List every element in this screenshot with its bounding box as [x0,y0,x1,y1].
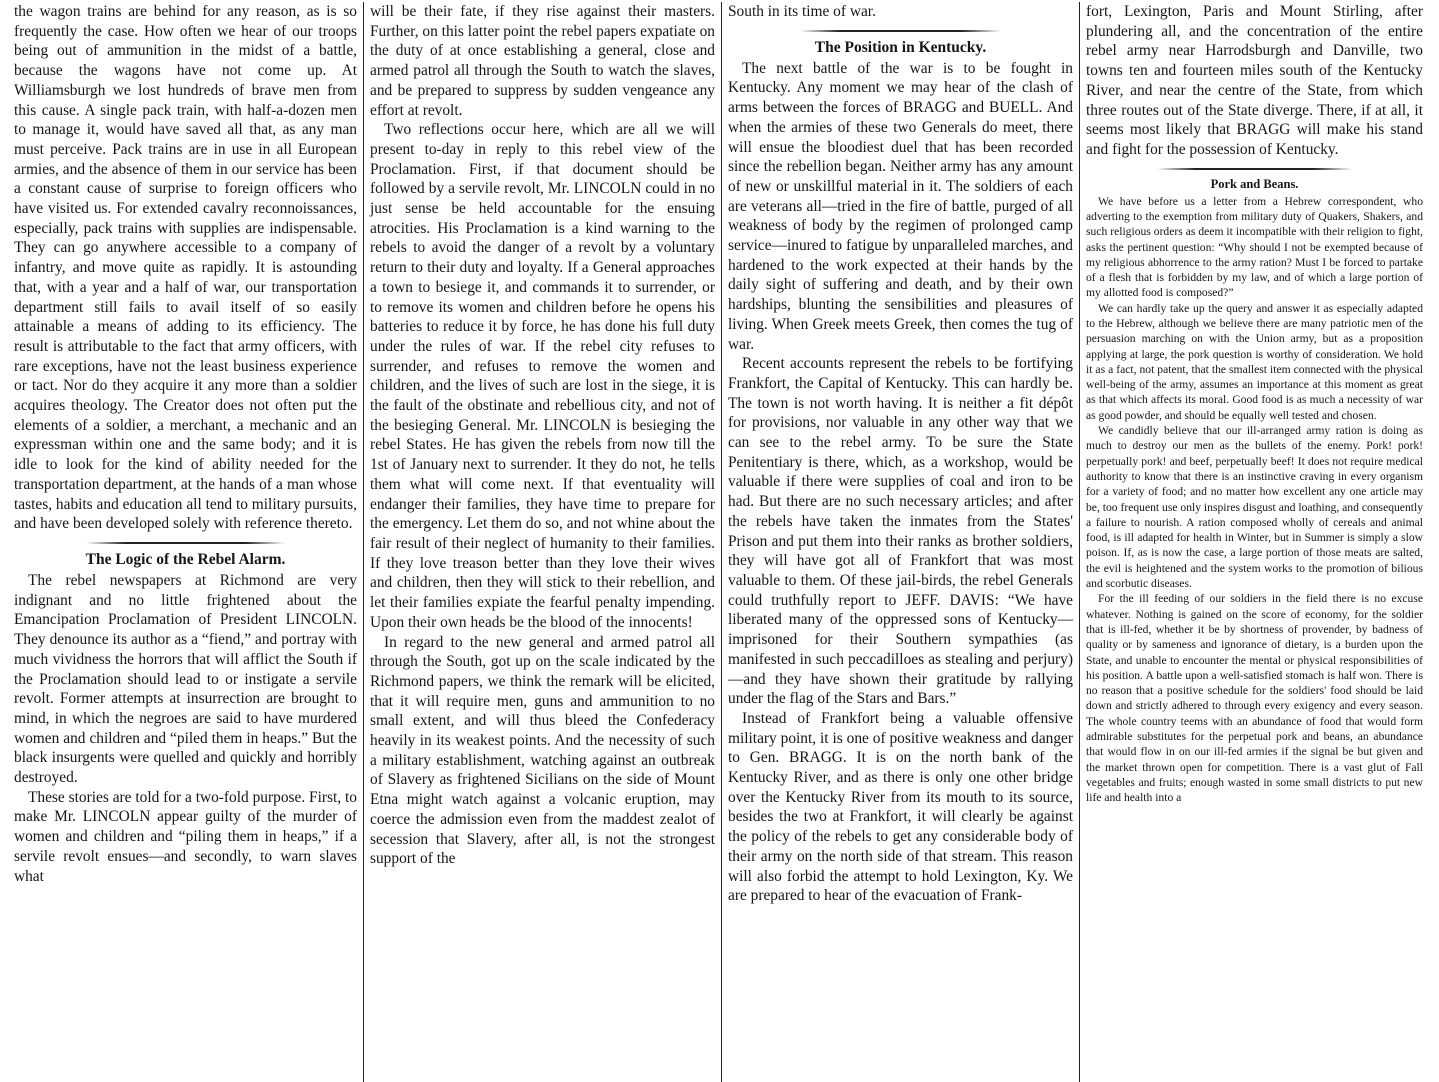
article-paragraph: We can hardly take up the query and answer it as especially adapted to the Hebrew, although we believe there are many patriotic men of the persuasion marching on with the Union army, but as a proposition applying at large, the pork question is worthy of consideration. We hold it as a fact, not patent, that the smallest item connected with the physical well-being of the army, assumes an importance at this moment as great as that which affects its moral. Good food is as much a necessity of war as good powder, and should be equally well tested and chosen. [1086,301,1423,422]
article-paragraph: These stories are told for a two-fold purpose. First, to make Mr. LINCOLN appear guilty of the murder of women and children and “piling them in heaps,” if a servile revolt ensues—and secondly, to warn slaves what [14,788,357,885]
article-headline: The Position in Kentucky. [814,38,987,56]
article-paragraph: Recent accounts represent the rebels to be fortifying Frankfort, the Capital of Kentucky. This can hardly be. The town is not worth having. It is neither a fit dépôt for provisions, nor valuable in any other way that we can see to the rebel army. To be sure the State Penitentiary is there, which, as a workshop, would be valuable if there were supplies of coal and iron to be had. But there are no such necessary articles; and after the rebels have taken the inmates from the States' Prison and put them into their ranks as brother soldiers, they will have got all of Frankfort that was most valuable to them. Of these jail-birds, the rebel Generals could truthfully report to JEFF. DAVIS: “We have liberated many of the oppressed sons of Kentucky—imprisoned for their Southern sympathies (as manifested in such peccadilloes as stealing and perjury)—and they have shown their gratitude by rallying under the flag of the Stars and Bars.” [728,355,1073,708]
article-paragraph: fort, Lexington, Paris and Mount Stirling, after plundering all, and the concentration of the entire rebel army near Harrodsburgh and Danville, two towns ten and fourteen miles south of the Kentucky River, and near the centre of the State, from which three routes out of the State diverge. There, if at all, it seems most likely that BRAGG will make his stand and fight for the possession of Kentucky. [1086,3,1423,158]
article-paragraph: Instead of Frankfort being a valuable offensive military point, it is one of positive weakness and danger to Gen. BRAGG. It is on the north bank of the Kentucky River, and as there is only one other bridge over the Kentucky River from its mouth to its source, besides the two at Frankfort, it will clearly be against the policy of the rebels to get any considerable body of their army on the north side of that stream. This reason will also forbid the attempt to hold Lexington, Ky. We are prepared to hear of the evacuation of Frank- [728,709,1073,905]
article-paragraph: will be their fate, if they rise against their masters. Further, on this latter point the rebel papers expatiate on the duty of at once establishing a general, close and armed patrol all through the South to watch the slaves, and be prepared to suppress by sudden vengeance any effort at revolt. [370,3,715,119]
column-1 [8,2,364,1082]
section-divider [800,26,1000,36]
article-headline: The Logic of the Rebel Alarm. [85,550,286,568]
column-2 [364,2,722,1082]
column-3 [722,2,1080,1082]
article-paragraph: For the ill feeding of our soldiers in the field there is no excuse whatever. Nothing is gained on the score of economy, for the soldier that is ill-fed, whether it be by shortness of provender, by badness of quality or by sameness and ignorance of dietary, is a burden upon the State, and unable to encounter the mental or physical responsibilities of his position. A battle upon a well-satisfied stomach is half won. There is no reason that a positive schedule for the soldiers' food should be laid down and strictly adhered to through every exigency and every season. The whole country teems with an abundance of food that would form admirable substitutes for the perpetual pork and beans, an abundance that would flow in on our ill-fed armies if the signal be but given and the market thrown open for competition. There is a vast glut of Fall vegetables and fruits; enough wasted in some small districts to put new life and health into a [1086,592,1423,805]
article-paragraph: We candidly believe that our ill-arranged army ration is doing as much to destroy our men as the bullets of the enemy. Pork! pork! perpetually pork! and beef, perpetually beef! It does not require medical authority to know that there is an instinctive craving in every organism for a variety of food; and no matter how excellent any one article may be, too frequent use only inspires disgust and loathing, and consequently a failure to nourish. A ration composed wholly of cereals and animal food, is ill adapted for health in Winter, but in Summer is simply a slow poison. If, as is now the case, a large portion of those meats are salted, the evil is heightened and the system works to the promotion of bilious and scorbutic diseases. [1086,424,1423,591]
article-paragraph: We have before us a letter from a Hebrew correspondent, who adverting to the exemption from military duty of Quakers, Shakers, and such religious orders as deem it incompatible with their religion to fight, asks the pertinent question: “Why should I not be exempted because of my religious abhorrence to the army ration? Must I be forced to partake of a flesh that is forbidden by my law, and of which a large portion of my allotted food is composed?” [1086,194,1423,300]
article-paragraph: In regard to the new general and armed patrol all through the South, got up on the scale indicated by the Richmond papers, we think the remark will be elicited, that it will require men, guns and ammunition to no small extent, and will thus bleed the Confederacy heavily in its weakest points. And the necessity of such a military establishment, watching against an outbreak of Slavery as frightened Sicilians on the side of Mount Etna might watch against a volcanic eruption, may coerce the admission even from the maddest zealot of secession that Slavery, after all, is not the strongest support of the [370,633,715,868]
section-divider [86,538,285,548]
column-4 [1080,2,1429,1082]
article-paragraph: Two reflections occur here, which are all we will present to-day in reply to this rebel view of the Proclamation. First, if that document should be followed by a servile revolt, Mr. LINCOLN could in no just sense be held accountable for the ensuing atrocities. His Proclamation is a kind warning to the rebels to avoid the danger of a revolt by a voluntary return to their duty and loyalty. If a General approaches a town to besiege it, and commands it to surrender, or to remove its women and children before he opens his batteries to reduce it by force, he has done his full duty under the rules of war. If the rebel city refuses to surrender, and refuses to remove the women and children, and the lives of such are lost in the siege, it is the fault of the obstinate and rebellious city, and not of the besieging General. Mr. LINCOLN is besieging the rebel States. He has given the rebels from now till the 1st of January next to surrender. It they do not, he tells them what will come next. If that eventuality will endanger their families, they have time to prepare for the emergency. Let them do so, and not whine about the fair result of their neglect of humanity to their families. If they love treason better than they love their wives and children, then they will stick to their rebellion, and let their families expiate the fearful penalty impending. Upon their own heads be the blood of the innocents! [370,121,715,631]
article-paragraph: The rebel newspapers at Richmond are very indignant and no little frightened about the Emancipation Proclamation of President LINCOLN. They denounce its author as a “fiend,” and portray with much vividness the horrors that will afflict the South if the Proclamation should lead to or instigate a servile revolt. Former attempts at insurrection are brought to mind, in which the negroes are said to have murdered women and children and “piled them in heaps.” But the black insurgents were quelled and quickly and horribly destroyed. [14,571,357,787]
article-paragraph: South in its time of war. [728,3,876,20]
article-paragraph: the wagon trains are behind for any reason, as is so frequently the case. How often we hear of our troops being out of ammunition in the midst of a battle, because the wagons have not come up. At Williamsburgh we lost hundreds of brave men from this cause. A single pack train, with half-a-dozen men to manage it, would have saved all that, as any man must perceive. Pack trains are in use in all European armies, and the absence of them in our service has been a constant cause of surprise to foreign officers who have visited us. For extended cavalry reconnoissances, especially, pack trains with supplies are indispensable. They can go anywhere accessible to a company of infantry, and move quite as rapidly. It is astounding that, with a year and a half of war, our transportation department still fails to avail itself of so easily attainable a means of adding to its efficiency. The result is attributable to the fact that army officers, with rare exceptions, have not the least business experience or tact. Nor do they acquire it any more than a soldier acquires theology. The Creator does not often put the elements of a soldier, a merchant, a mechanic and an expressman within one and the same body; and it is idle to look for the kind of ability needed for the transportation department, at the hands of a man whose tastes, habits and education all tend to military pursuits, and have been developed solely with reference thereto. [14,3,357,533]
article-paragraph: The next battle of the war is to be fought in Kentucky. Any moment we may hear of the clash of arms between the forces of BRAGG and BUELL. And when the armies of these two Generals do meet, there will ensue the bloodiest duel that has been recorded since the rebellion began. Neither army has any amount of new or unskillful material in it. The soldiers of each are veterans all—tried in the fire of battle, purged of all weakness of body by the regimen of prolonged camp service—inured to fatigue by unparalleled marches, and hardened to the work expected at their hands by the daily sight of suffering and death, and by their own hardships, blunting the sensibilities and pleasures of living. When Greek meets Greek, then comes the tug of war. [728,59,1073,353]
section-divider [1157,164,1352,174]
article-headline: Pork and Beans. [1210,176,1299,191]
